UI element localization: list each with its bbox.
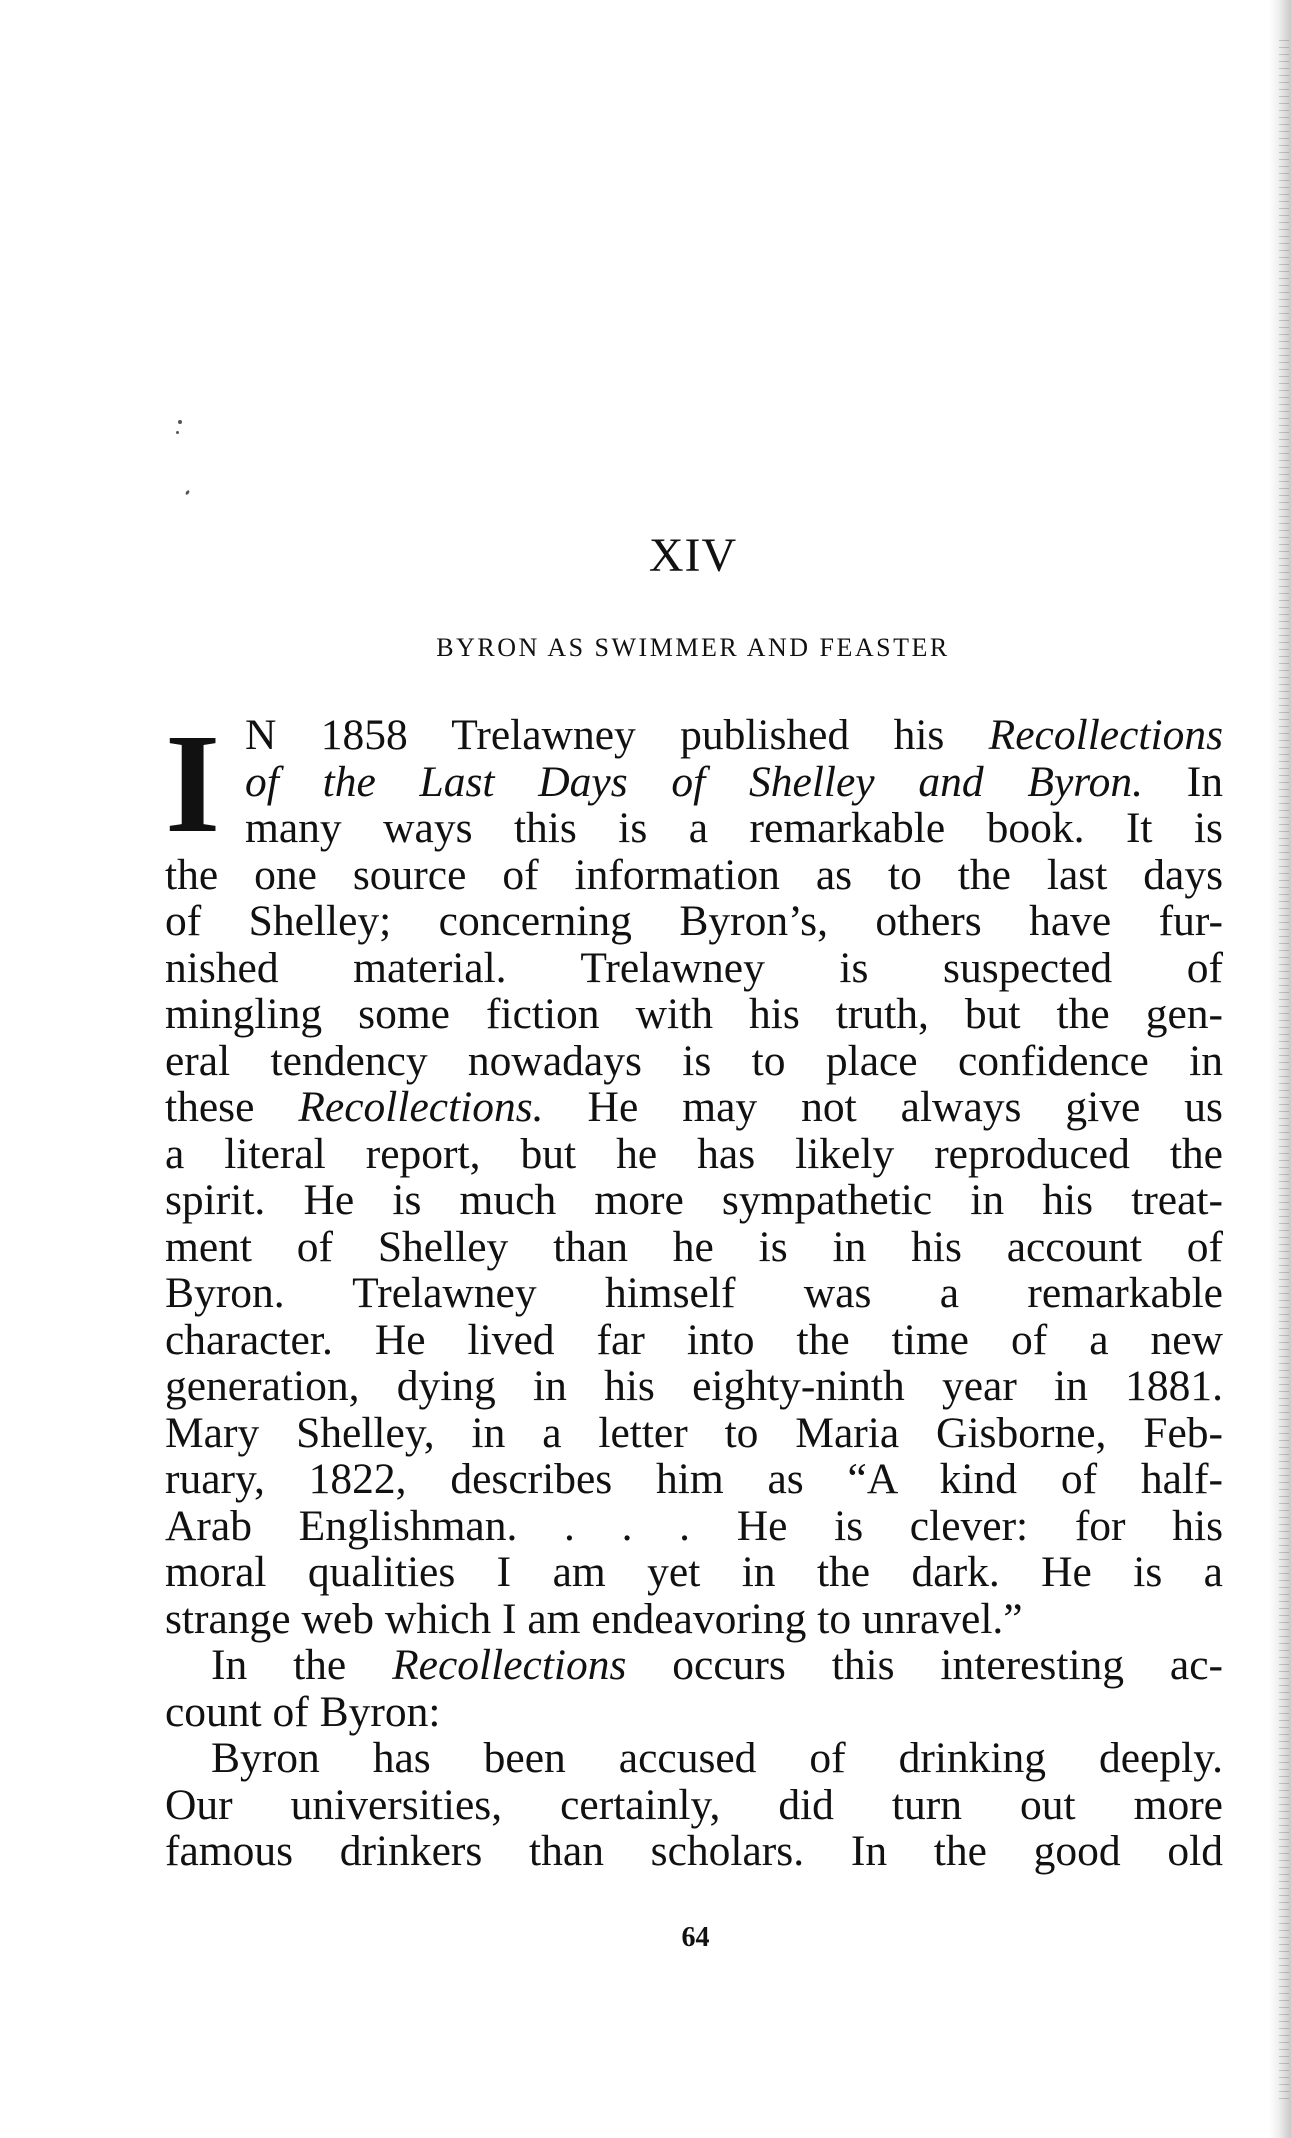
- text-line: nished material. Trelawney is suspected of: [165, 943, 1223, 992]
- text-line: ment of Shelley than he is in his account of: [165, 1222, 1223, 1271]
- page-edge-texture: [1279, 40, 1289, 2100]
- chapter-title: BYRON AS SWIMMER AND FEASTER: [436, 633, 950, 662]
- text-line: a literal report, but he has likely reproduced the: [165, 1129, 1223, 1178]
- text-line: count of Byron:: [165, 1687, 441, 1736]
- text-line: of Shelley; concerning Byron’s, others have fur-: [165, 897, 1223, 945]
- text-line: N 1858 Trelawney published his Recollections: [245, 711, 1223, 759]
- text-line: of the Last Days of Shelley and Byron. In: [245, 757, 1223, 806]
- paper-speck: [176, 431, 179, 434]
- text-line: many ways this is a remarkable book. It is: [245, 804, 1223, 852]
- text-line: strange web which I am endeavoring to unravel.”: [165, 1594, 1023, 1643]
- paper-speck: [185, 490, 190, 496]
- drop-cap: I: [165, 704, 221, 862]
- text-line: spirit. He is much more sympathetic in his treat-: [165, 1176, 1223, 1224]
- text-line: Our universities, certainly, did turn out more: [165, 1780, 1223, 1829]
- paper-speck: [178, 420, 182, 424]
- text-line: Byron has been accused of drinking deeply.: [211, 1734, 1223, 1782]
- chapter-number: XIV: [648, 529, 738, 582]
- page-number: 64: [681, 1922, 710, 1953]
- text-line: the one source of information as to the last days: [165, 850, 1223, 899]
- text-line: Mary Shelley, in a letter to Maria Gisborne, Feb-: [165, 1408, 1223, 1457]
- text-line: In the Recollections occurs this interesting ac-: [211, 1641, 1223, 1689]
- text-line: these Recollections. He may not always give us: [165, 1083, 1223, 1131]
- text-line: moral qualities I am yet in the dark. He is a: [165, 1548, 1223, 1596]
- body-text: [165, 704, 1223, 1875]
- text-line: character. He lived far into the time of a new: [165, 1315, 1223, 1364]
- text-line: ruary, 1822, describes him as “A kind of half-: [165, 1455, 1223, 1503]
- text-line: famous drinkers than scholars. In the good old: [165, 1827, 1223, 1875]
- text-line: generation, dying in his eighty-ninth year in 1881.: [165, 1362, 1223, 1410]
- text-line: Byron. Trelawney himself was a remarkable: [165, 1269, 1223, 1317]
- text-line: mingling some fiction with his truth, but the gen-: [165, 990, 1223, 1038]
- text-line: eral tendency nowadays is to place confidence in: [165, 1036, 1223, 1085]
- text-line: Arab Englishman. . . . He is clever: for his: [165, 1501, 1223, 1550]
